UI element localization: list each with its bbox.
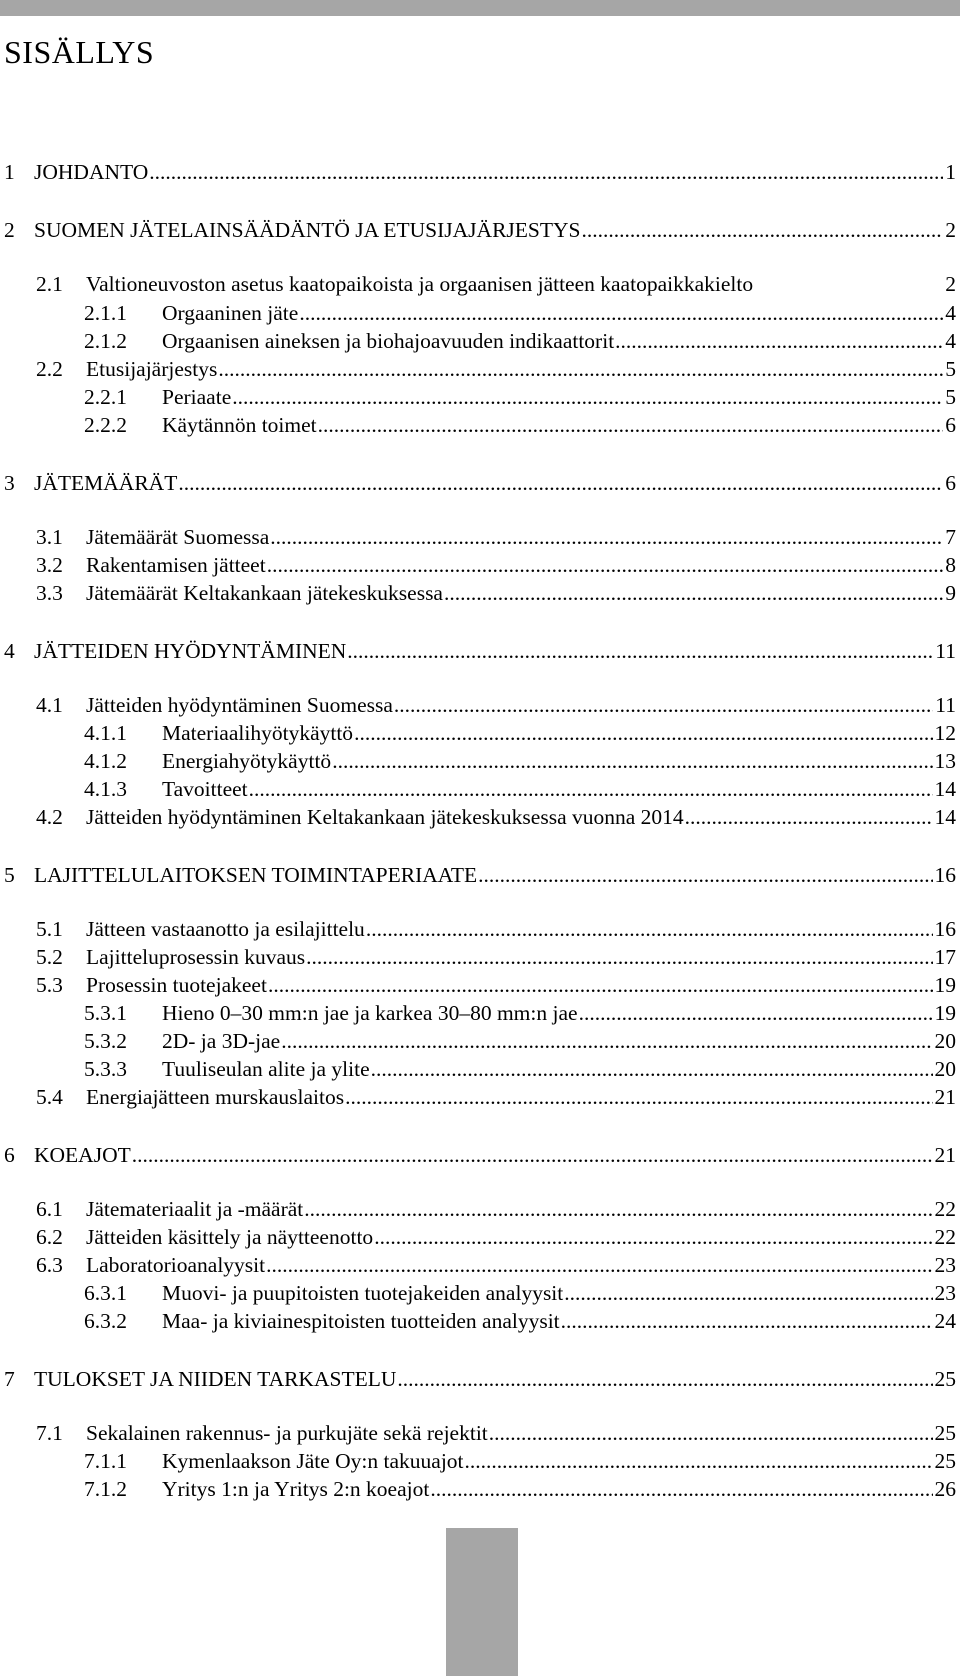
toc-entry-number: 5.3.3 [84,1057,127,1081]
toc-entry-title: Etusijajärjestys [86,357,218,381]
toc-entry-page-number: 2 [945,218,956,242]
toc-dot-leader [249,775,933,803]
toc-entry-number: 4.1 [36,693,63,717]
toc-entry[interactable] [0,861,960,889]
toc-entry-title: Käytännön toimet [162,413,317,437]
toc-entry[interactable] [0,1223,960,1251]
toc-entry-title: 2D- ja 3D-jae [162,1029,281,1053]
toc-entry-title: Jätemäärät Suomessa [86,525,270,549]
toc-entry-page-number: 4 [945,329,956,353]
toc-entry-title: Jätemäärät Keltakankaan jätekeskuksessa [86,581,443,605]
toc-entry[interactable] [0,999,960,1027]
toc-entry[interactable] [0,1419,960,1447]
toc-entry-page-number: 17 [934,945,956,969]
toc-dot-leader [347,637,933,665]
toc-entry-title: Valtioneuvoston asetus kaatopaikoista ja orgaanisen jätteen kaatopaikkakielto [86,272,754,296]
toc-entry-title: Laboratorioanalyysit [86,1253,266,1277]
toc-entry-title: Hieno 0–30 mm:n jae ja karkea 30–80 mm:n jae [162,1001,578,1025]
toc-entry-number: 5.3.2 [84,1029,127,1053]
toc-entry-number: 6.3.1 [84,1281,127,1305]
toc-entry-page-number: 16 [934,917,956,941]
toc-dot-leader [306,943,932,971]
toc-entry[interactable] [0,1447,960,1475]
toc-entry-number: 4.1.3 [84,777,127,801]
toc-entry-title: Yritys 1:n ja Yritys 2:n koeajot [162,1477,430,1501]
toc-entry-page-number: 19 [934,1001,956,1025]
page-title: SISÄLLYS [4,34,155,70]
toc-entry-page-number: 23 [934,1281,956,1305]
toc-entry-number: 7.1 [36,1421,63,1445]
toc-entry[interactable] [0,1307,960,1335]
toc-entry-page-number: 2 [945,272,956,296]
toc-entry-page-number: 5 [945,357,956,381]
toc-entry-title: Prosessin tuotejakeet [86,973,267,997]
toc-dot-leader [267,551,944,579]
toc-entry[interactable] [0,719,960,747]
toc-entry-number: 5 [4,863,15,887]
toc-entry-number: 3.2 [36,553,63,577]
toc-entry-number: 3.1 [36,525,63,549]
toc-entry-title: Orgaanisen aineksen ja biohajoavuuden indikaattorit [162,329,615,353]
toc-entry[interactable] [0,1055,960,1083]
toc-entry[interactable] [0,803,960,831]
toc-entry[interactable] [0,637,960,665]
toc-entry-page-number: 5 [945,385,956,409]
toc-entry-page-number: 21 [934,1143,956,1167]
toc-entry-number: 2.1 [36,272,63,296]
toc-entry-title: Jätteiden käsittely ja näytteenotto [86,1225,374,1249]
toc-entry-page-number: 19 [934,973,956,997]
toc-entry-page-number: 14 [934,805,956,829]
toc-entry[interactable] [0,469,960,497]
toc-dot-leader [318,411,944,439]
toc-entry[interactable] [0,158,960,186]
toc-entry-title: JÄTEMÄÄRÄT [34,471,178,495]
toc-entry-title: JOHDANTO [34,160,149,184]
toc-entry-title: Jätteiden hyödyntäminen Keltakankaan jätekeskuksessa vuonna 2014 [86,805,684,829]
footer-bar-decoration [446,1528,518,1676]
toc-entry-number: 7 [4,1367,15,1391]
toc-entry-page-number: 20 [934,1057,956,1081]
toc-entry-title: JÄTTEIDEN HYÖDYNTÄMINEN [34,639,347,663]
toc-entry[interactable] [0,383,960,411]
toc-entry-title: Jätteen vastaanotto ja esilajittelu [86,917,365,941]
toc-entry[interactable] [0,1141,960,1169]
toc-entry-number: 3.3 [36,581,63,605]
toc-dot-leader [299,299,943,327]
toc-entry-title: Orgaaninen jäte [162,301,299,325]
toc-dot-leader [465,1447,933,1475]
toc-dot-leader [132,1141,933,1169]
toc-entry-number: 4 [4,639,15,663]
toc-entry-number: 6.3 [36,1253,63,1277]
toc-dot-leader [615,327,943,355]
toc-entry-title: Rakentamisen jätteet [86,553,266,577]
toc-entry-number: 5.3.1 [84,1001,127,1025]
toc-dot-leader [178,469,943,497]
toc-entry-page-number: 24 [934,1309,956,1333]
toc-entry-page-number: 22 [934,1225,956,1249]
toc-entry[interactable] [0,270,960,298]
toc-dot-leader [430,1475,932,1503]
toc-entry-title: Kymenlaakson Jäte Oy:n takuuajot [162,1449,464,1473]
toc-dot-leader [268,971,933,999]
toc-entry-page-number: 11 [935,639,956,663]
toc-entry-number: 2.2.1 [84,385,127,409]
toc-dot-leader [478,861,932,889]
toc-entry[interactable] [0,216,960,244]
toc-entry-title: Lajitteluprosessin kuvaus [86,945,306,969]
toc-entry[interactable] [0,327,960,355]
toc-entry-number: 4.2 [36,805,63,829]
toc-dot-leader [397,1365,932,1393]
toc-entry-title: Jätteiden hyödyntäminen Suomessa [86,693,393,717]
toc-entry-number: 7.1.2 [84,1477,127,1501]
toc-entry[interactable] [0,971,960,999]
toc-entry-number: 2.1.2 [84,329,127,353]
toc-entry-number: 5.4 [36,1085,63,1109]
toc-entry-number: 5.3 [36,973,63,997]
toc-entry[interactable] [0,775,960,803]
toc-entry-page-number: 25 [934,1367,956,1391]
toc-entry-page-number: 16 [934,863,956,887]
toc-entry-title: KOEAJOT [34,1143,131,1167]
toc-entry-page-number: 4 [945,301,956,325]
toc-dot-leader [371,1055,933,1083]
toc-dot-leader [561,1307,933,1335]
toc-dot-leader [332,747,932,775]
toc-entry-number: 7.1.1 [84,1449,127,1473]
toc-entry[interactable] [0,1195,960,1223]
toc-entry-number: 2.2 [36,357,63,381]
toc-entry[interactable] [0,1027,960,1055]
toc-entry-number: 6.1 [36,1197,63,1221]
toc-dot-leader [579,999,933,1027]
toc-entry[interactable] [0,299,960,327]
toc-entry-page-number: 1 [945,160,956,184]
toc-dot-leader [366,915,933,943]
toc-entry[interactable] [0,747,960,775]
toc-entry[interactable] [0,1083,960,1111]
toc-entry-number: 5.2 [36,945,63,969]
toc-dot-leader [394,691,933,719]
toc-entry-number: 2.2.2 [84,413,127,437]
toc-dot-leader [149,158,943,186]
toc-entry-page-number: 21 [934,1085,956,1109]
toc-entry-page-number: 12 [934,721,956,745]
toc-dot-leader [232,383,943,411]
toc-entry-title: SUOMEN JÄTELAINSÄÄDÄNTÖ JA ETUSIJAJÄRJESTYS [34,218,581,242]
toc-entry-page-number: 6 [945,413,956,437]
toc-entry-number: 5.1 [36,917,63,941]
toc-entry-number: 1 [4,160,15,184]
toc-entry-number: 6 [4,1143,15,1167]
toc-entry-page-number: 23 [934,1253,956,1277]
toc-entry-page-number: 14 [934,777,956,801]
toc-entry-title: Materiaalihyötykäyttö [162,721,354,745]
toc-dot-leader [304,1195,932,1223]
toc-entry-title: Energiajätteen murskauslaitos [86,1085,345,1109]
toc-entry[interactable] [0,1251,960,1279]
toc-dot-leader [218,355,943,383]
toc-entry-page-number: 6 [945,471,956,495]
toc-entry-title: TULOKSET JA NIIDEN TARKASTELU [34,1367,397,1391]
toc-entry[interactable] [0,355,960,383]
toc-entry-page-number: 25 [934,1449,956,1473]
toc-dot-leader [266,1251,932,1279]
toc-entry-title: Sekalainen rakennus- ja purkujäte sekä rejektit [86,1421,488,1445]
toc-dot-leader [489,1419,933,1447]
toc-entry-title: Maa- ja kiviainespitoisten tuotteiden analyysit [162,1309,560,1333]
toc-entry[interactable] [0,579,960,607]
toc-entry-number: 2 [4,218,15,242]
toc-entry-page-number: 25 [934,1421,956,1445]
toc-dot-leader [444,579,943,607]
toc-entry[interactable] [0,523,960,551]
toc-entry-title: Tavoitteet [162,777,248,801]
toc-entry-page-number: 11 [935,693,956,717]
toc-entry-number: 2.1.1 [84,301,127,325]
toc-entry-number: 4.1.1 [84,721,127,745]
toc-entry[interactable] [0,943,960,971]
toc-dot-leader [582,216,944,244]
toc-entry-number: 6.3.2 [84,1309,127,1333]
toc-entry[interactable] [0,691,960,719]
toc-entry[interactable] [0,411,960,439]
toc-entry-number: 3 [4,471,15,495]
toc-dot-leader [281,1027,932,1055]
toc-entry-title: Muovi- ja puupitoisten tuotejakeiden analyysit [162,1281,564,1305]
toc-entry[interactable] [0,1365,960,1393]
toc-dot-leader [270,523,943,551]
toc-entry-page-number: 9 [945,581,956,605]
toc-dot-leader [564,1279,932,1307]
toc-entry-page-number: 22 [934,1197,956,1221]
toc-entry-title: Periaate [162,385,232,409]
toc-entry-title: Energiahyötykäyttö [162,749,332,773]
toc-entry-number: 4.1.2 [84,749,127,773]
toc-entry[interactable] [0,1279,960,1307]
toc-entry-page-number: 8 [945,553,956,577]
toc-entry-page-number: 26 [934,1477,956,1501]
toc-entry[interactable] [0,551,960,579]
toc-entry-title: Tuuliseulan alite ja ylite [162,1057,370,1081]
toc-dot-leader [685,803,933,831]
toc-entry-number: 6.2 [36,1225,63,1249]
toc-dot-leader [374,1223,932,1251]
toc-entry[interactable] [0,1475,960,1503]
toc-entry-page-number: 7 [945,525,956,549]
toc-dot-leader [354,719,932,747]
toc-entry[interactable] [0,915,960,943]
toc-dot-leader [345,1083,932,1111]
toc-entry-title: LAJITTELULAITOKSEN TOIMINTAPERIAATE [34,863,478,887]
toc-entry-title: Jätemateriaalit ja -määrät [86,1197,304,1221]
toc-entry-page-number: 13 [934,749,956,773]
toc-entry-page-number: 20 [934,1029,956,1053]
